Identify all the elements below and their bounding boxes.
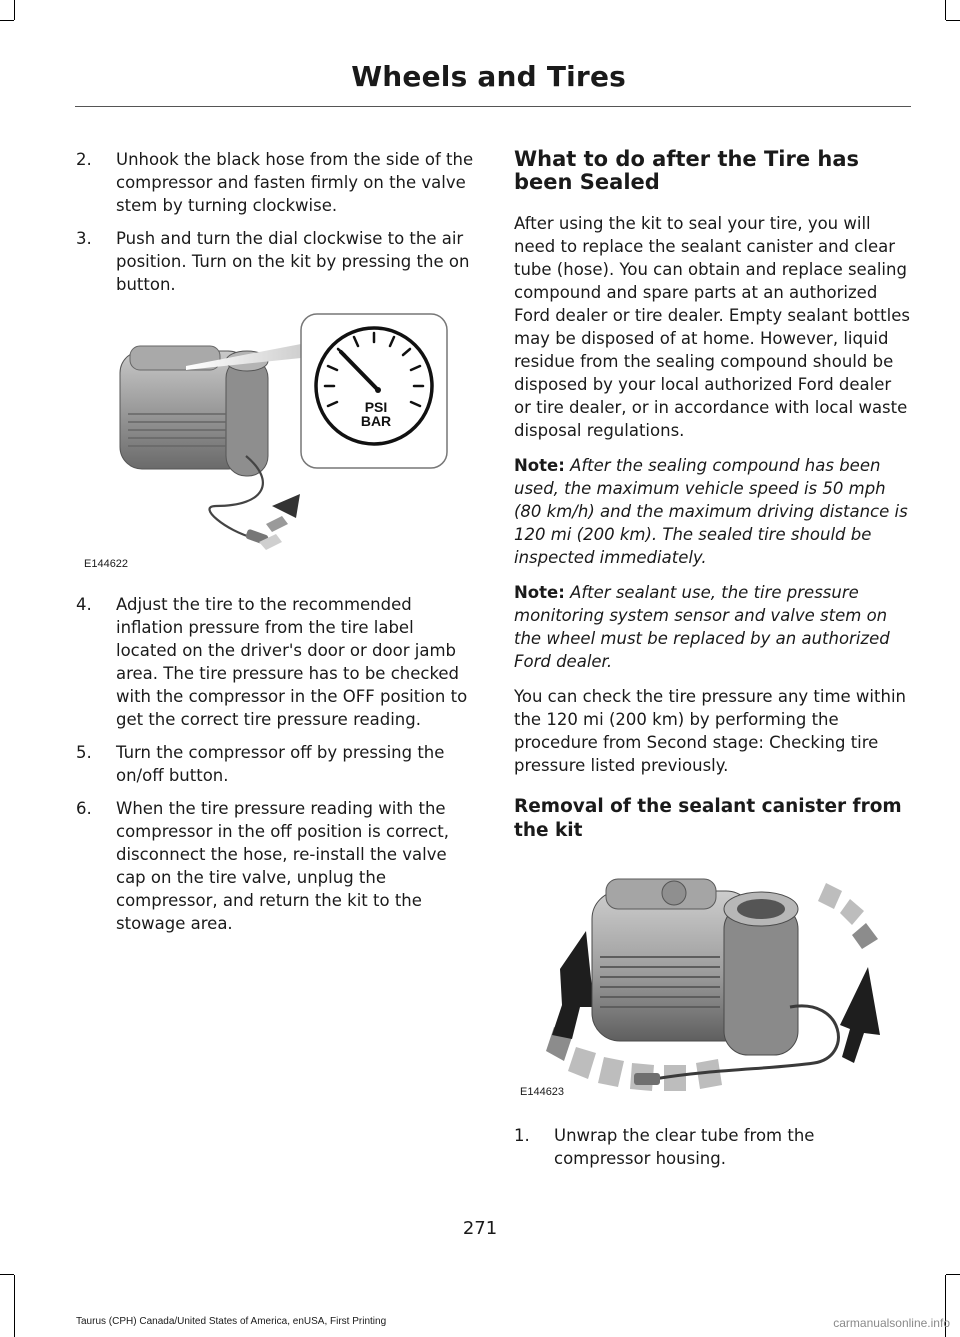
list-item — [76, 148, 476, 217]
step-text: Unwrap the clear tube from the compressor housing. — [554, 1126, 815, 1168]
arrow-down-icon — [840, 967, 880, 1063]
footer-text: Taurus (CPH) Canada/United States of America, enUSA, First Printing — [76, 1316, 387, 1327]
step-number: 2. — [76, 150, 92, 169]
step-text: When the tire pressure reading with the compressor in the off position is correct, disconnect the hose, re-install the valve cap on the tire valve, unplug the compressor, and return the kit to the stowage area. — [116, 799, 449, 933]
page-number: 271 — [462, 1218, 498, 1239]
crop-mark — [0, 1274, 14, 1275]
step-number: 1. — [514, 1126, 530, 1145]
crop-mark — [946, 1274, 960, 1275]
gauge-psi-label: PSI — [364, 399, 388, 415]
note-text: After the sealing compound has been used, the maximum vehicle speed is 50 mph (80 km/h) and the maximum driving distance is 120 mi (200 km). The sealed tire should be inspected immediately. — [514, 456, 908, 567]
list-item — [76, 227, 476, 296]
compressor-gauge-figure — [76, 306, 476, 571]
note-label: Note: — [514, 456, 565, 475]
crop-mark — [14, 1275, 15, 1337]
body-paragraph: You can check the tire pressure any time within the 120 mi (200 km) by performing the procedure from Second stage: Checking tire pressure listed previously. — [514, 687, 906, 775]
section-heading: What to do after the Tire has been Sealed — [514, 147, 860, 194]
step-number: 5. — [76, 743, 92, 762]
list-item — [514, 1124, 910, 1170]
step-text: Unhook the black hose from the side of the compressor and fasten firmly on the valve stem by turning clockwise. — [116, 150, 474, 215]
title-divider — [75, 106, 911, 107]
step-text: Push and turn the dial clockwise to the air position. Turn on the kit by pressing the on button. — [116, 229, 470, 294]
left-column — [76, 148, 476, 945]
note-label: Note: — [514, 583, 565, 602]
subsection-heading: Removal of the sealant canister from the kit — [514, 796, 902, 841]
watermark: carmanualsonline.info — [833, 1316, 950, 1330]
crop-mark — [946, 20, 960, 21]
step-text: Adjust the tire to the recommended inflation pressure from the tire label located on the driver's door or door jamb area. The tire pressure has to be checked with the compressor in the OFF position to get the correct tire pressure reading. — [116, 595, 468, 729]
list-item — [76, 741, 476, 787]
page-title: Wheels and Tires — [351, 60, 626, 93]
step-number: 4. — [76, 595, 92, 614]
compressor-removal-illustration — [514, 857, 910, 1112]
note-paragraph — [514, 581, 910, 673]
arrow-up-icon — [552, 931, 594, 1039]
list-item — [76, 797, 476, 935]
crop-mark — [0, 20, 14, 21]
body-paragraph: After using the kit to seal your tire, you will need to replace the sealant canister and clear tube (hose). You can obtain and replace sealing compound and spare parts at an authorized Ford dealer or tire dealer. Empty sealant bottles may be disposed of at home. However, liquid residue from the sealing compound should be disposed by your local authorized Ford dealer or tire dealer, or in accordance with local waste disposal regulations. — [514, 214, 910, 440]
figure-caption: E144622 — [84, 558, 129, 570]
step-number: 3. — [76, 229, 92, 248]
crop-mark — [14, 0, 15, 20]
gauge-bar-label: BAR — [360, 413, 392, 429]
right-column — [514, 148, 910, 1180]
sealant-canister-figure — [514, 857, 910, 1112]
note-text: After sealant use, the tire pressure monitoring system sensor and valve stem on the wheel must be replaced by an authorized Ford dealer. — [514, 583, 890, 671]
crop-mark — [945, 0, 946, 20]
step-number: 6. — [76, 799, 92, 818]
compressor-illustration — [76, 306, 476, 571]
rotation-arrow-icon — [259, 494, 300, 550]
step-text: Turn the compressor off by pressing the on/off button. — [116, 743, 445, 785]
list-item — [76, 593, 476, 731]
figure-caption: E144623 — [520, 1086, 565, 1098]
note-paragraph — [514, 454, 910, 569]
